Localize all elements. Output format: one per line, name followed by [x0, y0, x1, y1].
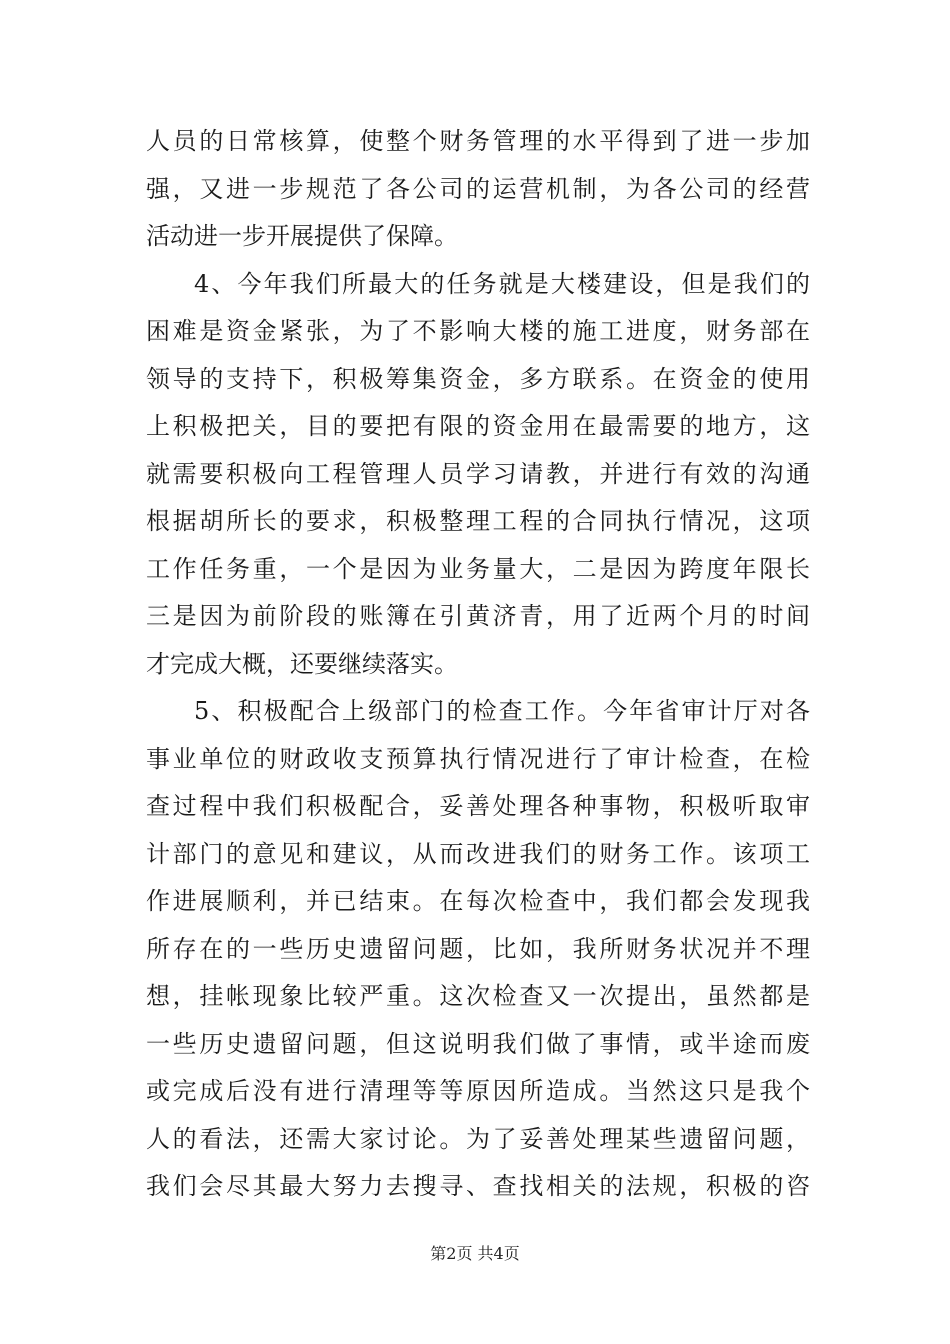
text-line: 作进展顺利，并已结束。在每次检查中，我们都会发现我: [146, 887, 810, 915]
text-line: 领导的支持下，积极筹集资金，多方联系。在资金的使用: [146, 364, 810, 393]
text-line: 所存在的一些历史遗留问题，比如，我所财务状况并不理: [146, 934, 810, 963]
text-line: 困难是资金紧张，为了不影响大楼的施工进度，财务部在: [146, 317, 810, 345]
text-line: 三是因为前阶段的账簿在引黄济青，用了近两个月的时间: [146, 602, 810, 630]
page-number: 第2页 共4页: [430, 1244, 520, 1263]
text-line: 或完成后没有进行清理等等原因所造成。当然这只是我个: [146, 1077, 810, 1105]
text-line: 人的看法，还需大家讨论。为了妥善处理某些遗留问题，: [146, 1124, 810, 1153]
text-line: 强，又进一步规范了各公司的运营机制，为各公司的经营: [146, 174, 810, 203]
text-line: 人员的日常核算，使整个财务管理的水平得到了进一步加: [146, 127, 810, 155]
text-line: 工作任务重，一个是因为业务量大，二是因为跨度年限长: [146, 554, 810, 583]
text-line: 我们会尽其最大努力去搜寻、查找相关的法规，积极的咨: [146, 1172, 810, 1200]
text-line: 活动进一步开展提供了保障。: [146, 222, 458, 250]
text-line: 才完成大概，还要继续落实。: [146, 649, 458, 678]
text-line: 计部门的意见和建议，从而改进我们的财务工作。该项工: [146, 839, 810, 868]
text-line: 根据胡所长的要求，积极整理工程的合同执行情况，这项: [146, 507, 810, 535]
text-line: 查过程中我们积极配合，妥善处理各种事物，积极听取审: [146, 792, 810, 820]
text-line: 4、今年我们所最大的任务就是大楼建设，但是我们的: [194, 269, 810, 298]
text-line: 5、积极配合上级部门的检查工作。今年省审计厅对各: [194, 697, 810, 725]
text-line: 想，挂帐现象比较严重。这次检查又一次提出，虽然都是: [146, 982, 810, 1010]
text-line: 事业单位的财政收支预算执行情况进行了审计检查，在检: [146, 744, 810, 773]
document-body: [146, 118, 810, 1211]
text-line: 就需要积极向工程管理人员学习请教，并进行有效的沟通: [146, 459, 810, 488]
text-line: 一些历史遗留问题，但这说明我们做了事情，或半途而废: [146, 1029, 810, 1058]
text-line: 上积极把关，目的要把有限的资金用在最需要的地方，这: [146, 412, 810, 440]
